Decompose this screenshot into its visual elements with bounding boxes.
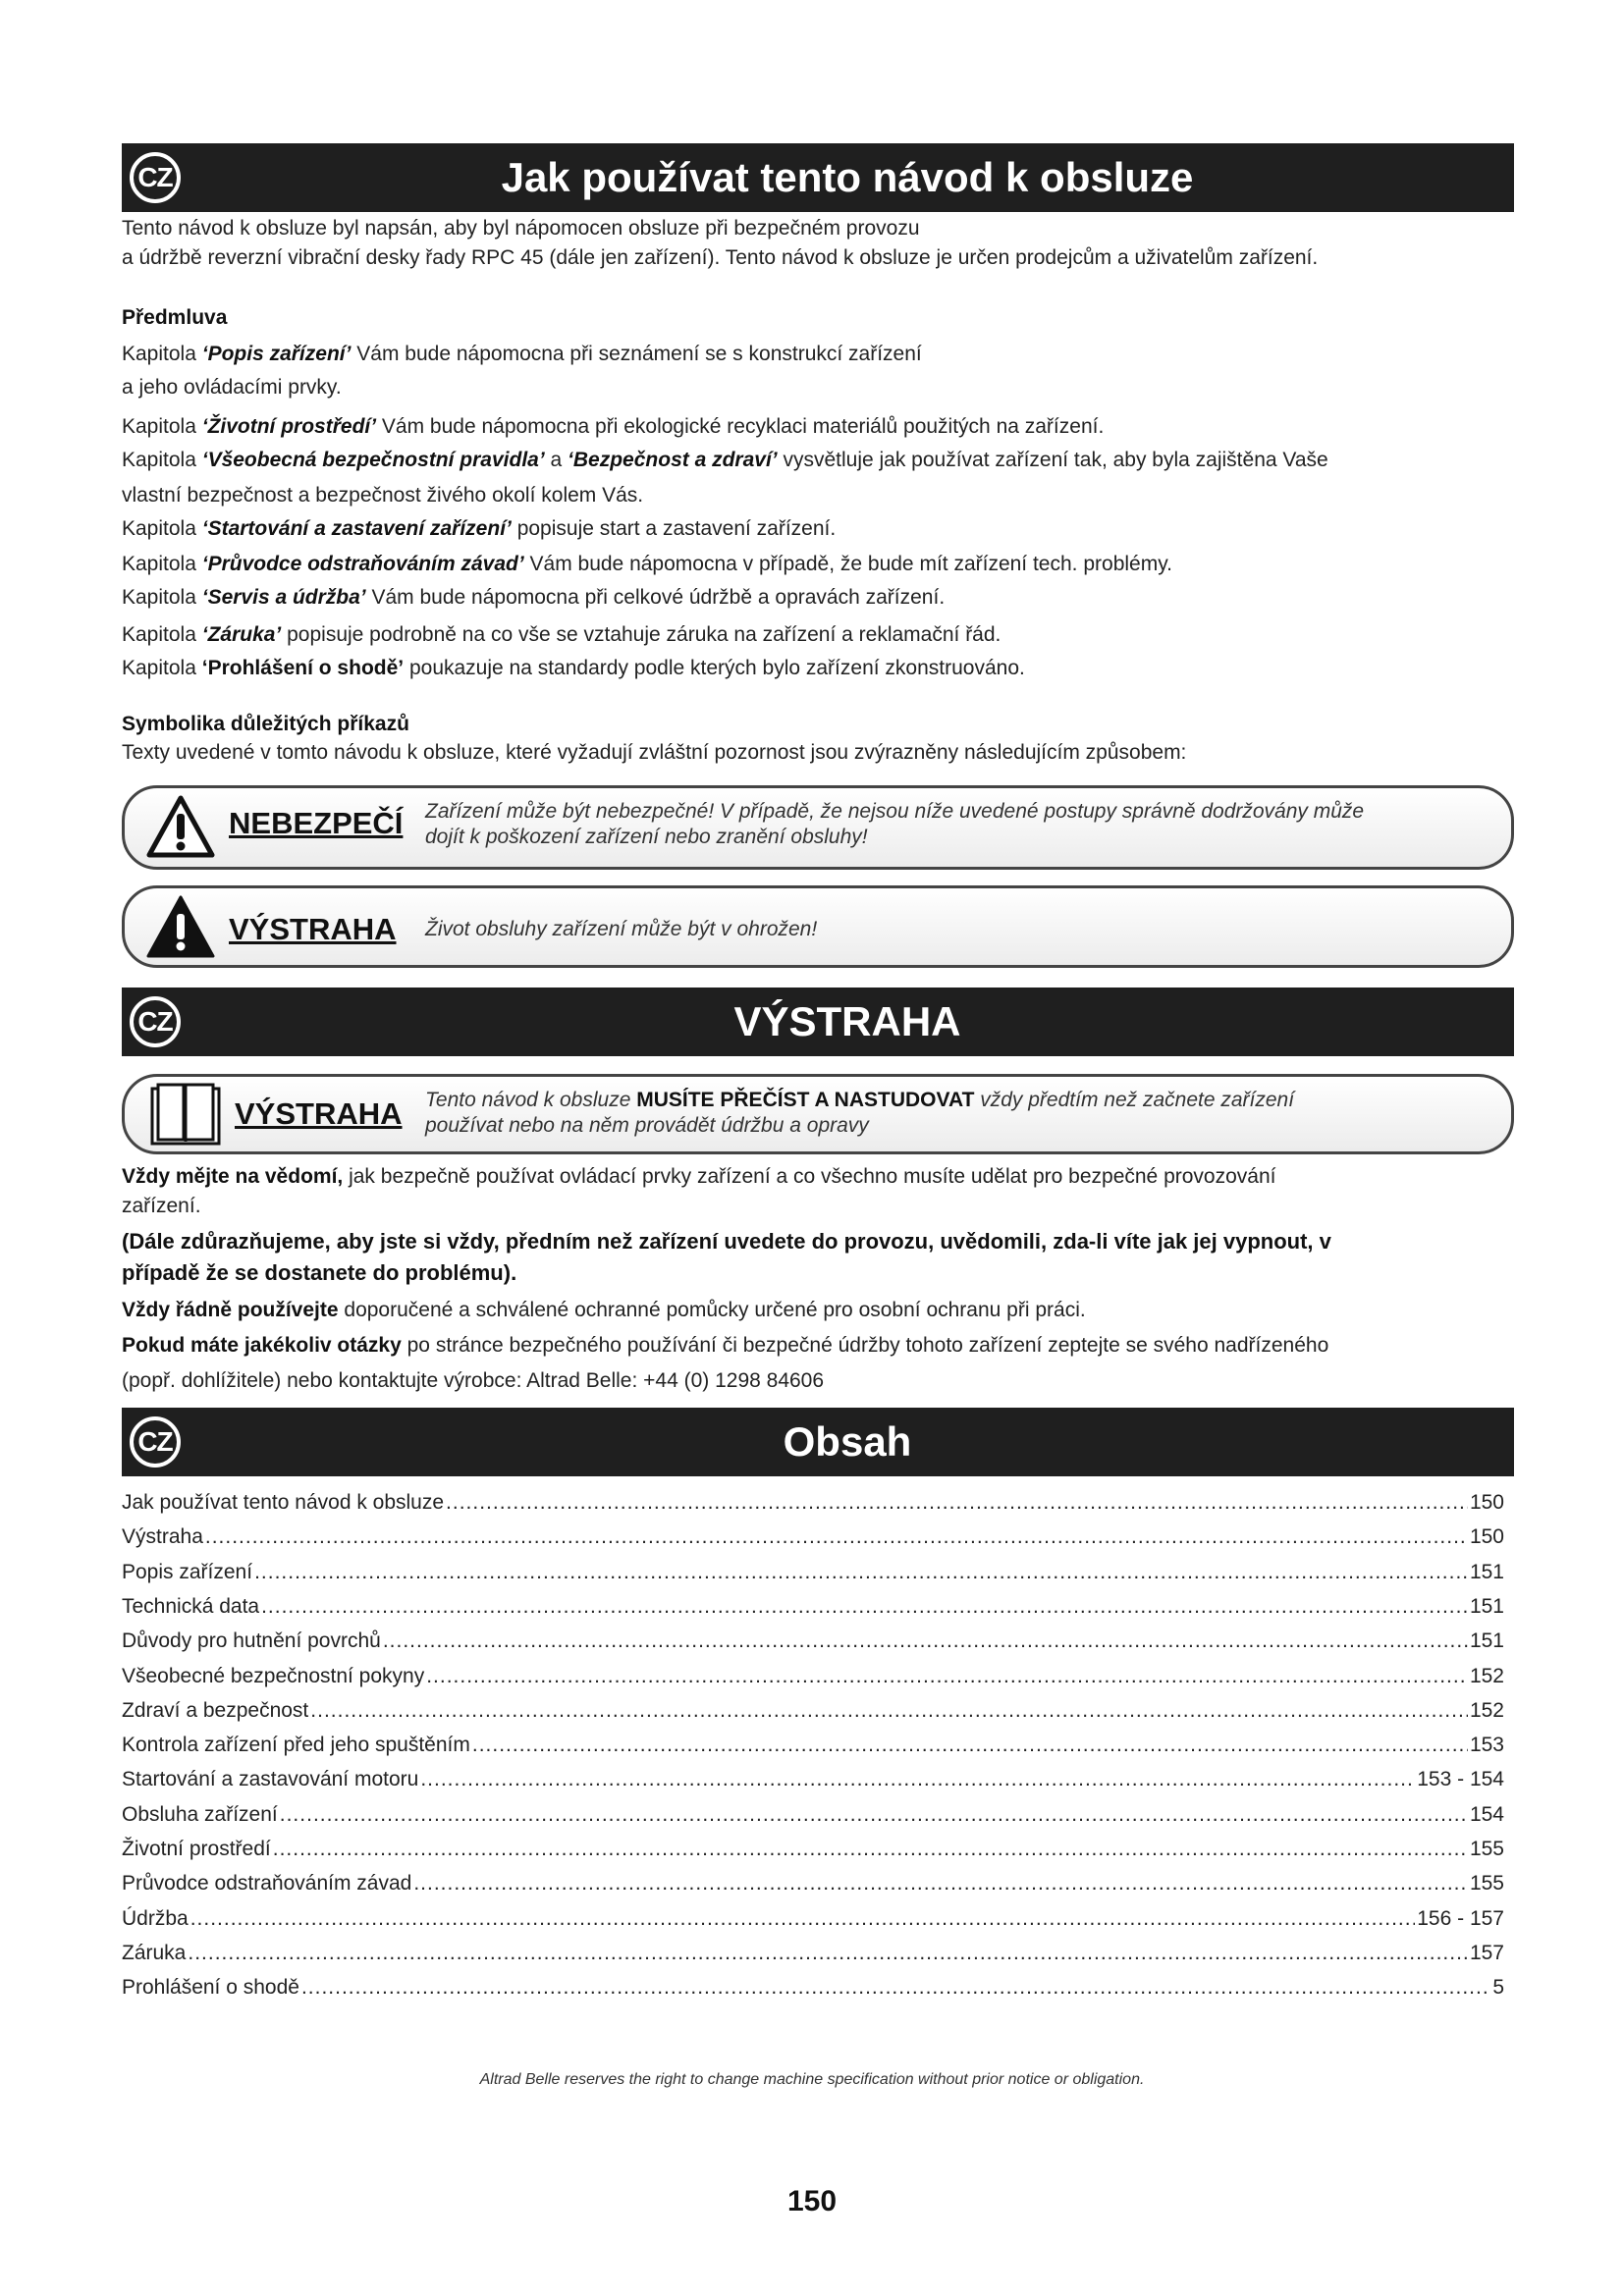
preface-chapter-line: Kapitola ‘Startování a zastavení zařízení’ popisuje start a zastavení zařízení. bbox=[122, 517, 837, 540]
toc-entry-name: Technická data bbox=[122, 1594, 260, 1618]
toc-leader-dots bbox=[273, 1835, 1468, 1864]
toc-entry-page: 151 bbox=[1469, 1629, 1504, 1653]
toc-row bbox=[122, 1592, 1504, 1622]
preface-heading: Předmluva bbox=[122, 306, 228, 329]
page-number: 150 bbox=[786, 2185, 838, 2217]
toc-entry-name: Důvody pro hutnění povrchů bbox=[122, 1629, 381, 1653]
preface-chapter-line: Kapitola ‘Záruka’ popisuje podrobně na co vše se vztahuje záruka na zařízení a reklamační řád. bbox=[122, 623, 1001, 646]
section-title: Jak používat tento návod k obsluze bbox=[501, 154, 1194, 200]
toc-entry-page: 151 bbox=[1469, 1560, 1504, 1583]
toc-row bbox=[122, 1488, 1504, 1518]
toc-leader-dots bbox=[254, 1558, 1468, 1587]
read-manual-message-line-1: Tento návod k obsluze MUSÍTE PŘEČÍST A NASTUDOVAT vždy předtím než začnete zařízení bbox=[425, 1089, 1295, 1111]
read-manual-message-line-2: používat nebo na něm provádět údržbu a opravy bbox=[425, 1114, 869, 1137]
toc-entry-name: Prohlášení o shodě bbox=[122, 1976, 299, 2000]
warning-paragraph-2-line-1: (Dále zdůrazňujeme, aby jste si vždy, předním než zařízení uvedete do provozu, uvědomili, zda-li víte jak jej vypnout, v bbox=[122, 1229, 1331, 1254]
toc-entry-page: 153 bbox=[1469, 1734, 1504, 1757]
read-manual-box bbox=[122, 1074, 1514, 1154]
toc-row bbox=[122, 1973, 1504, 2002]
warning-label: VÝSTRAHA bbox=[229, 912, 397, 946]
toc-leader-dots bbox=[301, 1973, 1490, 2002]
toc-entry-name: Záruka bbox=[122, 1941, 187, 1964]
warning-paragraph-4-line-2: (popř. dohlížitele) nebo kontaktujte výrobce: Altrad Belle: +44 (0) 1298 84606 bbox=[122, 1369, 825, 1392]
preface-chapter-line: Kapitola ‘Všeobecná bezpečnostní pravidla’ a ‘Bezpečnost a zdraví’ vysvětluje jak používat zařízení tak, aby byla zajištěna Vaše bbox=[122, 449, 1328, 471]
toc-entry-name: Jak používat tento návod k obsluze bbox=[122, 1491, 445, 1514]
cz-badge-icon: CZ bbox=[130, 1416, 181, 1468]
section-title: VÝSTRAHA bbox=[733, 998, 961, 1044]
section-header-contents bbox=[122, 1408, 1514, 1476]
toc-leader-dots bbox=[420, 1765, 1415, 1794]
toc-entry-name: Průvodce odstraňováním závad bbox=[122, 1872, 412, 1896]
toc-row bbox=[122, 1662, 1504, 1691]
toc-row bbox=[122, 1731, 1504, 1760]
preface-chapter-line: Kapitola ‘Prohlášení o shodě’ poukazuje na standardy podle kterých bylo zařízení zkonstruováno. bbox=[122, 657, 1025, 679]
danger-box bbox=[122, 785, 1514, 870]
toc-leader-dots bbox=[190, 1904, 1416, 1934]
intro-line-2: a údržbě reverzní vibrační desky řady RPC 45 (dále jen zařízení). Tento návod k obsluze je určen prodejcům a uživatelům zařízení. bbox=[122, 246, 1319, 269]
cz-badge-icon: CZ bbox=[130, 152, 181, 203]
preface-chapter-line: Kapitola ‘Servis a údržba’ Vám bude nápomocna při celkové údržbě a opravách zařízení. bbox=[122, 586, 946, 609]
toc-row bbox=[122, 1765, 1504, 1794]
toc-row bbox=[122, 1869, 1504, 1898]
toc-row bbox=[122, 1627, 1504, 1656]
warning-paragraph-4: Pokud máte jakékoliv otázky po stránce bezpečného používání či bezpečné údržby tohoto zařízení zeptejte se svého nadřízeného bbox=[122, 1334, 1329, 1357]
section-header-warning bbox=[122, 988, 1514, 1056]
warning-paragraph-3: Vždy řádně používejte doporučené a schválené ochranné pomůcky určené pro osobní ochranu při práci. bbox=[122, 1299, 1086, 1321]
toc-entry-name: Výstraha bbox=[122, 1525, 203, 1549]
toc-leader-dots bbox=[188, 1939, 1468, 1968]
danger-label: NEBEZPEČÍ bbox=[229, 806, 404, 840]
symbols-text: Texty uvedené v tomto návodu k obsluze, které vyžadují zvláštní pozornost jsou zvýrazněny následujícím způsobem: bbox=[122, 741, 1187, 764]
preface-chapter-line: Kapitola ‘Popis zařízení’ Vám bude nápomocna při seznámení se s konstrukcí zařízení bbox=[122, 343, 922, 365]
preface-chapter-line: Kapitola ‘Průvodce odstraňováním závad’ Vám bude nápomocna v případě, že bude mít zařízení tech. problémy. bbox=[122, 553, 1172, 575]
toc-entry-name: Popis zařízení bbox=[122, 1560, 253, 1583]
toc-entry-page: 150 bbox=[1469, 1491, 1504, 1514]
toc-leader-dots bbox=[280, 1800, 1468, 1830]
warning-paragraph-1-line-2: zařízení. bbox=[122, 1195, 201, 1217]
toc-leader-dots bbox=[205, 1522, 1468, 1552]
warning-paragraph-2-line-2: případě že se dostanete do problému). bbox=[122, 1260, 517, 1285]
intro-line-1: Tento návod k obsluze byl napsán, aby byl nápomocen obsluze při bezpečném provozu bbox=[122, 217, 920, 240]
toc-row bbox=[122, 1835, 1504, 1864]
toc-entry-name: Všeobecné bezpečnostní pokyny bbox=[122, 1664, 425, 1687]
footer-note: Altrad Belle reserves the right to change machine specification without prior notice or obligation. bbox=[479, 2071, 1145, 2088]
cz-badge-icon: CZ bbox=[130, 996, 181, 1047]
toc-entry-name: Zdraví a bezpečnost bbox=[122, 1698, 309, 1722]
toc-entry-name: Kontrola zařízení před jeho spuštěním bbox=[122, 1734, 470, 1757]
toc-leader-dots bbox=[413, 1869, 1468, 1898]
section-header-how-to-use bbox=[122, 143, 1514, 212]
toc-leader-dots bbox=[446, 1488, 1468, 1518]
warning-paragraph-1: Vždy mějte na vědomí, jak bezpečně používat ovládací prvky zařízení a co všechno musíte udělat pro bezpečné provozování bbox=[122, 1165, 1276, 1188]
warning-triangle-filled-icon bbox=[146, 894, 215, 959]
toc-entry-page: 152 bbox=[1469, 1698, 1504, 1722]
toc-entry-page: 5 bbox=[1492, 1976, 1504, 2000]
toc-leader-dots bbox=[261, 1592, 1468, 1622]
toc-entry-page: 154 bbox=[1469, 1802, 1504, 1826]
toc-entry-page: 151 bbox=[1469, 1594, 1504, 1618]
toc-entry-name: Údržba bbox=[122, 1906, 189, 1930]
toc-entry-name: Životní prostředí bbox=[122, 1838, 271, 1860]
section-title: Obsah bbox=[783, 1418, 912, 1465]
manual-book-icon bbox=[148, 1083, 223, 1148]
warning-message: Život obsluhy zařízení může být v ohrožen! bbox=[425, 918, 818, 940]
warning-triangle-outline-icon bbox=[146, 794, 215, 859]
preface-chapter-line: a jeho ovládacími prvky. bbox=[122, 376, 342, 399]
warning-box bbox=[122, 885, 1514, 968]
toc-entry-page: 150 bbox=[1469, 1525, 1504, 1549]
danger-message-line-1: Zařízení může být nebezpečné! V případě, že nejsou níže uvedené postupy správně dodržovány může bbox=[425, 800, 1365, 823]
toc-entry-name: Obsluha zařízení bbox=[122, 1802, 278, 1826]
preface-chapter-line: Kapitola ‘Životní prostředí’ Vám bude nápomocna při ekologické recyklaci materiálů použitých na zařízení. bbox=[122, 415, 1105, 438]
toc-entry-page: 155 bbox=[1469, 1872, 1504, 1896]
read-manual-label: VÝSTRAHA bbox=[235, 1096, 403, 1131]
toc-row bbox=[122, 1904, 1504, 1934]
toc-entry-page: 155 bbox=[1469, 1838, 1504, 1860]
toc-entry-page: 156 - 157 bbox=[1417, 1906, 1504, 1930]
toc-row bbox=[122, 1939, 1504, 1968]
toc-row bbox=[122, 1800, 1504, 1830]
symbols-heading: Symbolika důležitých příkazů bbox=[122, 713, 409, 735]
toc-leader-dots bbox=[472, 1731, 1468, 1760]
danger-message-line-2: dojít k poškození zařízení nebo zranění obsluhy! bbox=[425, 826, 868, 848]
toc-row bbox=[122, 1522, 1504, 1552]
toc-row bbox=[122, 1696, 1504, 1726]
toc-entry-name: Startování a zastavování motoru bbox=[122, 1768, 419, 1791]
toc-entry-page: 153 - 154 bbox=[1417, 1768, 1504, 1791]
toc-entry-page: 152 bbox=[1469, 1664, 1504, 1687]
toc-leader-dots bbox=[310, 1696, 1468, 1726]
toc-leader-dots bbox=[383, 1627, 1468, 1656]
preface-chapter-line: vlastní bezpečnost a bezpečnost živého okolí kolem Vás. bbox=[122, 484, 644, 507]
toc-row bbox=[122, 1558, 1504, 1587]
toc-entry-page: 157 bbox=[1469, 1941, 1504, 1964]
toc-leader-dots bbox=[426, 1662, 1468, 1691]
